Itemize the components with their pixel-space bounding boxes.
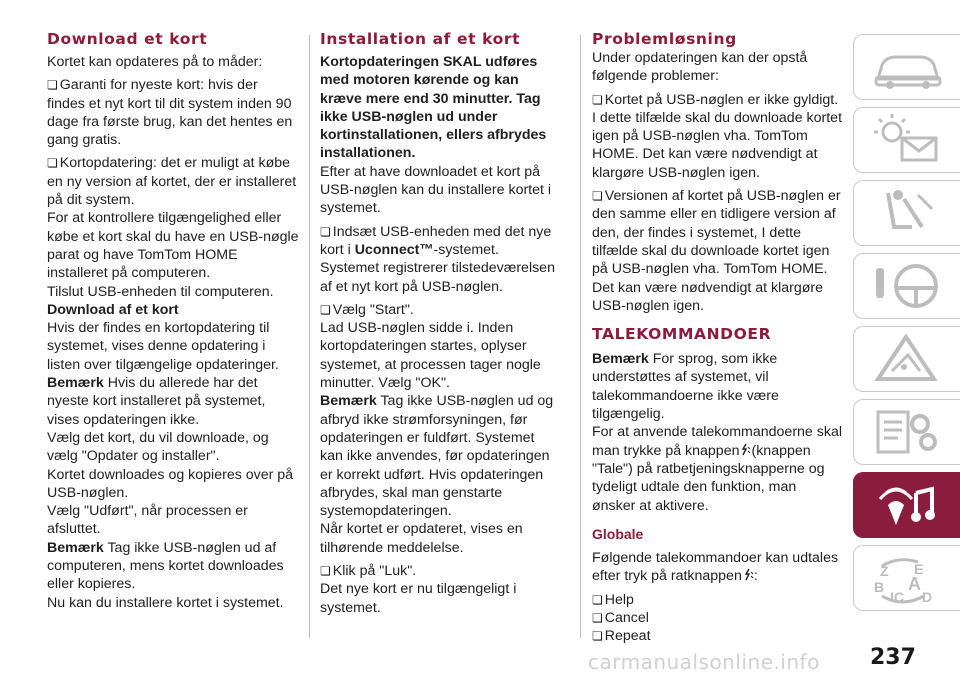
note: Bemærk Tag ikke USB-nøglen ud af computeren, mens kortet downloades eller kopieres. [47,539,284,593]
section-heading-voice-commands: TALEKOMMANDOER [592,325,772,344]
paragraph: Nu kan du installere kortet i systemet. [47,594,284,611]
svg-text:A: A [908,574,921,594]
paragraph: Vælg "Udført", når processen er afsluttet. [47,503,248,538]
note: Bemærk For sprog, som ikke understøttes af systemet, vil talekommandoerne ikke være tilgængelig. [592,351,779,423]
note: Bemærk Hvis du allerede har det nyeste kort installeret på systemet, vises opdateringen ikke. [47,375,266,428]
voice-button-icon [742,568,754,582]
subheading-global: Globale [592,525,644,542]
bullet-item: ❏ Kortet på USB-nøglen er ikke gyldigt. I dette tilfælde skal du downloade kortet igen på USB-nøglen vha. TomTom HOME. Det kan være nødvendigt at klargøre USB-nøglen igen. [592,91,842,182]
list-item: ❏ Repeat [592,627,842,645]
column-troubleshooting [592,30,842,646]
column-installation [320,30,560,622]
steering-wheel-icon [868,260,948,312]
svg-text:IC: IC [890,589,904,605]
paragraph: For at kontrollere tilgængelighed eller købe et kort skal du have en USB-nøgle parat og have TomTom HOME installeret på computeren. [47,210,299,282]
alphabetical-index-icon [868,552,948,610]
section-heading-troubleshooting: Problemløsning [592,30,737,48]
paragraph: Følgende talekommandoer kan udtales efter tryk på ratknappen : [592,550,839,585]
svg-text:E: E [914,561,924,577]
svg-text:Z: Z [880,563,889,579]
dashboard-warning-icon [868,114,948,166]
bullet-item: ❏ Versionen af kortet på USB-nøglen er den samme eller en tidligere version af den, der findes i systemet, I dette tilfælde skal du downloade kortet igen på USB-nøglen vha. TomTom HOME. Det kan være nødvendigt at klargøre USB-nøglen igen. [592,187,842,315]
column-divider [580,35,581,638]
paragraph: Det nye kort er nu tilgængeligt i systemet. [320,581,517,616]
tab-multimedia[interactable] [853,472,960,538]
tab-vehicle[interactable] [853,34,960,100]
paragraph: Kortet kan opdateres på to måder: [47,54,263,70]
car-icon [868,41,948,93]
tab-emergency[interactable] [853,326,960,392]
technical-data-gear-icon [868,406,948,458]
tab-starting-driving[interactable] [853,253,960,319]
svg-text:B: B [874,579,885,595]
tab-dashboard[interactable] [853,107,960,173]
subheading: Download af et kort [47,301,179,318]
bullet-item: ❏ Indsæt USB-enheden med det nye kort i Uconnect™-systemet. Systemet registrerer tilstedeværelsen af et nyt kort på USB-nøglen. [320,223,560,296]
paragraph: Lad USB-nøglen sidde i. Inden kortopdateringen startes, oplyser systemet, at processen tager nogle minutter. Vælg "OK". [320,320,541,392]
command-list [592,591,842,646]
column-divider [309,35,310,638]
page-number: 237 [870,645,916,670]
paragraph: Efter at have downloadet et kort på USB-nøglen kan du installere kortet i systemet. [320,163,552,217]
tab-index[interactable] [853,545,960,611]
svg-text:D: D [922,589,933,605]
tab-safety[interactable] [853,180,960,246]
list-item: ❏ Help [592,591,842,609]
paragraph: Hvis der findes en kortopdatering til systemet, vises denne opdatering i listen over tilgængelige opdateringer. [47,320,279,373]
paragraph: Under opdateringen kan der opstå følgende problemer: [592,50,808,85]
voice-button-icon [739,443,751,457]
bullet-item: ❏ Vælg "Start". [320,301,560,319]
section-heading-installation: Installation af et kort [320,30,521,48]
multimedia-music-icon [868,479,948,531]
warning-text: Kortopdateringen SKAL udføres med motoren kørende og kan kræve mere end 30 minutter. Tag ikke USB-nøglen ud under kortinstallationen, ellers afbrydes installationen. [320,54,547,162]
paragraph: For at anvende talekommandoerne skal man trykke på knappen (knappen "Tale") på ratbetjeningsknapperne og tydeligt udtale den funktion, man ønsker at aktivere. [592,424,842,514]
watermark: carmanualsonline.info [588,650,820,674]
paragraph: Kortet downloades og kopieres over på USB-nøglen. [47,466,294,501]
paragraph: Når kortet er opdateret, vises en tilhørende meddelelse. [320,521,523,556]
paragraph: Tilslut USB-enheden til computeren. [47,283,274,300]
bullet-item: ❏ Garanti for nyeste kort: hvis der findes et nyt kort til dit system inden 90 dage fra første brug, kan det hentes en gang gratis. [47,76,299,149]
column-download [47,30,299,612]
tab-maintenance[interactable] [853,399,960,465]
bullet-item: ❏ Kortopdatering: det er muligt at købe en ny version af kortet, der er installeret på dit system. [47,154,299,209]
note: Bemærk Tag ikke USB-nøglen ud og afbryd ikke strømforsyningen, før opdateringen er fuldført. Systemet kan ikke anvendes, før opdateringen er korrekt udført. Hvis opdateringen afbrydes, skal man genstarte systemopdateringen. [320,393,554,520]
bullet-item: ❏ Klik på "Luk". [320,562,560,580]
section-heading-download: Download et kort [47,30,208,48]
airbag-seat-icon [868,187,948,239]
paragraph: Vælg det kort, du vil downloade, og vælg "Opdater og installer". [47,429,269,465]
warning-triangle-icon [868,333,948,385]
chapter-tabs [853,34,960,618]
list-item: ❏ Cancel [592,609,842,627]
